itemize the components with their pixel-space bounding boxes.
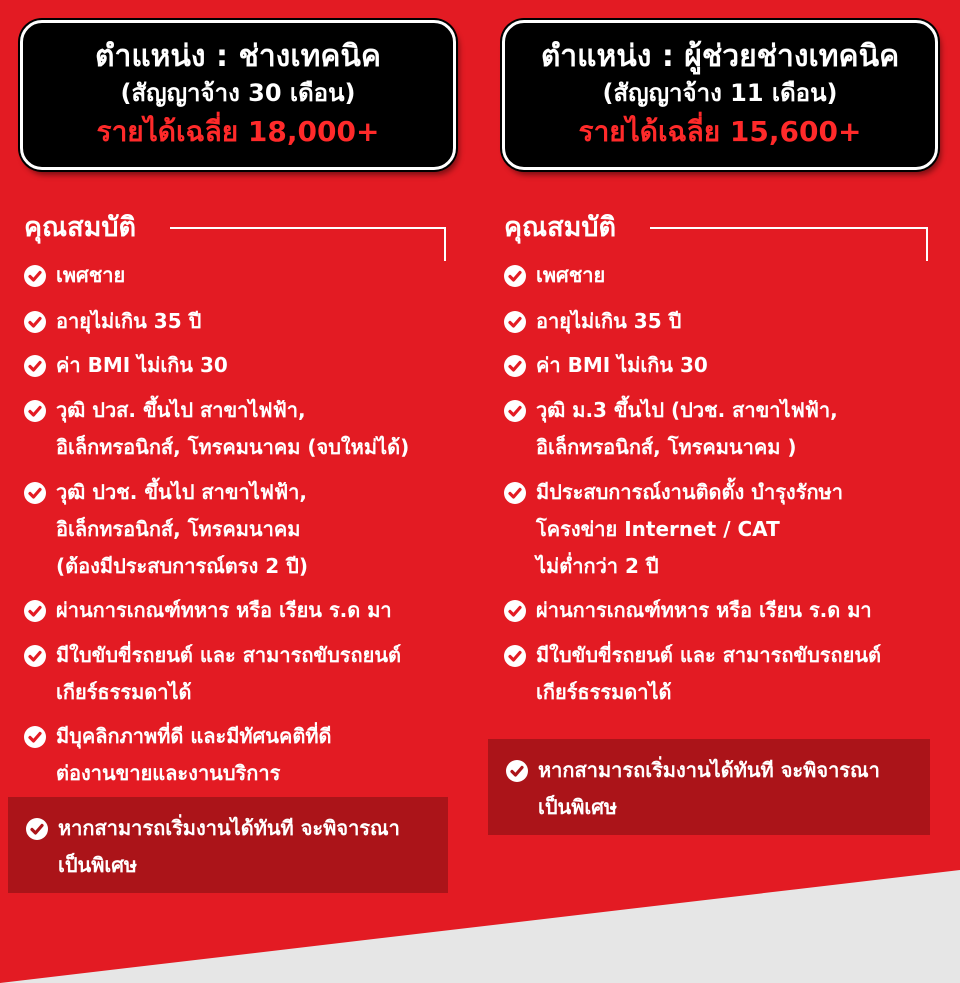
average-salary: รายได้เฉลี่ย 18,000+	[96, 115, 380, 148]
check-circle-icon	[504, 400, 526, 422]
qualifications-heading: คุณสมบัติ	[504, 212, 617, 243]
average-salary: รายได้เฉลี่ย 15,600+	[578, 115, 862, 148]
qualification-item: ผ่านการเกณฑ์ทหาร หรือ เรียน ร.ด มา	[24, 592, 464, 629]
qualification-item: ค่า BMI ไม่เกิน 30	[24, 347, 464, 384]
position-title: ตำแหน่ง : ช่างเทคนิค	[94, 39, 381, 74]
contract-duration: (สัญญาจ้าง 30 เดือน)	[120, 79, 356, 107]
qualification-item: อายุไม่เกิน 35 ปี	[504, 303, 944, 340]
check-circle-icon	[504, 355, 526, 377]
check-circle-icon	[26, 818, 48, 840]
check-circle-icon	[504, 265, 526, 287]
qualification-item: ค่า BMI ไม่เกิน 30	[504, 347, 944, 384]
job-title-box	[20, 20, 456, 170]
check-circle-icon	[24, 645, 46, 667]
qualification-item: วุฒิ ม.3 ขึ้นไป (ปวช. สาขาไฟฟ้า, อิเล็กทรอนิกส์, โทรคมนาคม )	[504, 392, 944, 466]
heading-rule	[650, 227, 928, 229]
qualification-item: เพศชาย	[24, 257, 464, 294]
qualification-item: มีบุคลิกภาพที่ดี และมีทัศนคติที่ดี ต่องานขายและงานบริการ	[24, 718, 464, 792]
check-circle-icon	[504, 645, 526, 667]
heading-rule	[170, 227, 446, 229]
check-circle-icon	[24, 600, 46, 622]
qualification-item: อายุไม่เกิน 35 ปี	[24, 303, 464, 340]
qualification-item: วุฒิ ปวช. ขึ้นไป สาขาไฟฟ้า, อิเล็กทรอนิกส์, โทรคมนาคม (ต้องมีประสบการณ์ตรง 2 ปี)	[24, 474, 464, 585]
heading-rule-corner	[926, 227, 928, 261]
check-circle-icon	[24, 726, 46, 748]
qualification-item: มีใบขับขี่รถยนต์ และ สามารถขับรถยนต์ เกียร์ธรรมดาได้	[24, 637, 464, 711]
heading-rule-corner	[444, 227, 446, 261]
check-circle-icon	[24, 355, 46, 377]
contract-duration: (สัญญาจ้าง 11 เดือน)	[602, 79, 838, 107]
qualification-item: มีประสบการณ์งานติดตั้ง บำรุงรักษา โครงข่าย Internet / CAT ไม่ต่ำกว่า 2 ปี	[504, 474, 944, 585]
qualifications-heading: คุณสมบัติ	[24, 212, 137, 243]
job-title-box	[502, 20, 938, 170]
check-circle-icon	[24, 265, 46, 287]
qualification-item: มีใบขับขี่รถยนต์ และ สามารถขับรถยนต์ เกียร์ธรรมดาได้	[504, 637, 944, 711]
qualification-item: ผ่านการเกณฑ์ทหาร หรือ เรียน ร.ด มา	[504, 592, 944, 629]
check-circle-icon	[24, 400, 46, 422]
position-title: ตำแหน่ง : ผู้ช่วยช่างเทคนิค	[540, 39, 900, 74]
qualification-item: เพศชาย	[504, 257, 944, 294]
check-circle-icon	[504, 482, 526, 504]
check-circle-icon	[504, 311, 526, 333]
check-circle-icon	[506, 760, 528, 782]
special-consideration-note: หากสามารถเริ่มงานได้ทันที จะพิจารณา เป็นพิเศษ	[8, 797, 448, 893]
special-consideration-note: หากสามารถเริ่มงานได้ทันที จะพิจารณา เป็นพิเศษ	[488, 739, 930, 835]
check-circle-icon	[24, 311, 46, 333]
check-circle-icon	[504, 600, 526, 622]
check-circle-icon	[24, 482, 46, 504]
qualification-item: วุฒิ ปวส. ขึ้นไป สาขาไฟฟ้า, อิเล็กทรอนิกส์, โทรคมนาคม (จบใหม่ได้)	[24, 392, 464, 466]
